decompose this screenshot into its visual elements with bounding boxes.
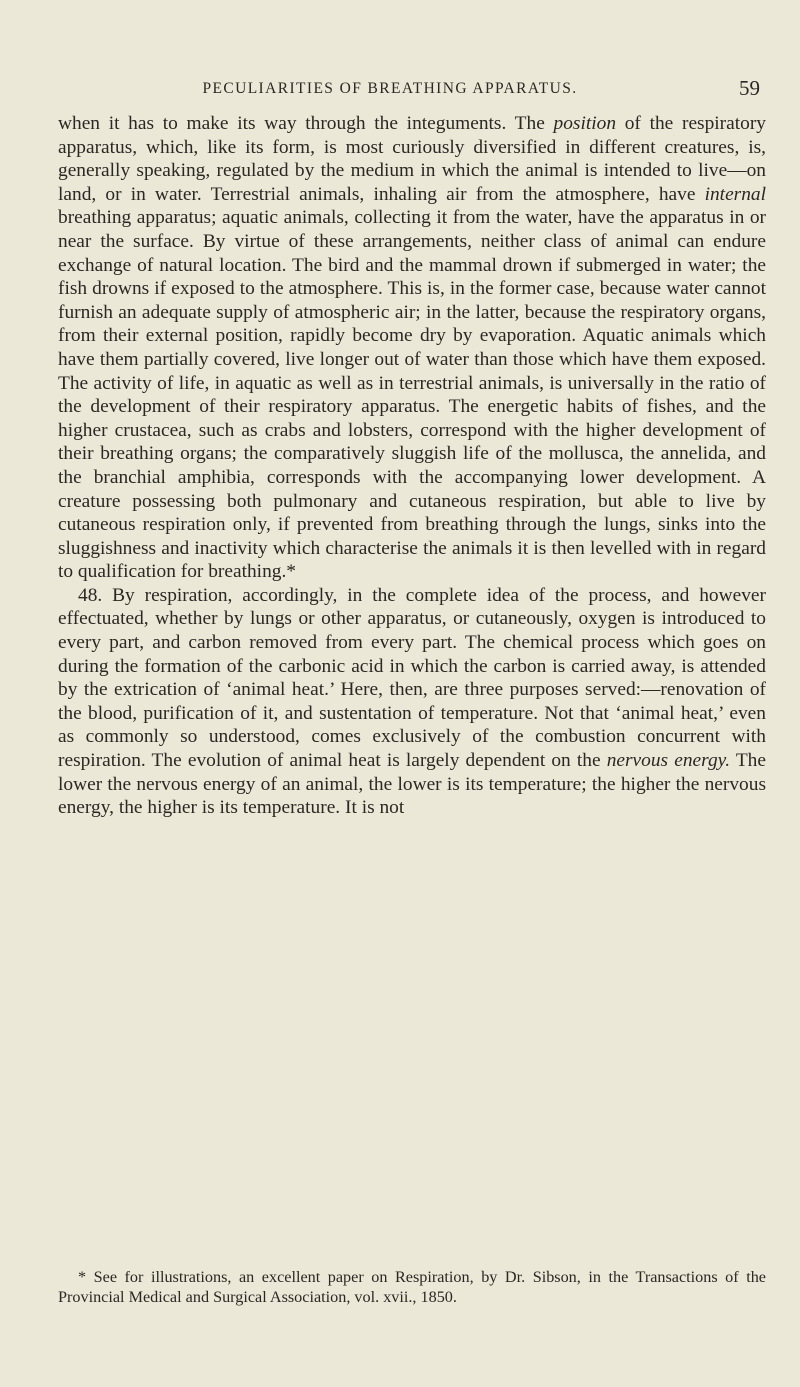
page-number: 59 (739, 76, 760, 100)
emphasis-nervous-energy: nervous energy. (606, 750, 731, 772)
text-run: breathing apparatus; aquatic animals, collecting it from the water, have the apparatus in or near the surface. By virtue of these arrangements, neither class of animal can endure exchange of natural location. The bird and the mammal drown if submerged in water; the fish drowns if exposed to the atmosphere. This is, in the former case, because water cannot furnish an adequate supply of atmospheric air; in the latter, because the respiratory organs, from their external position, rapidly become dry by evaporation. Aquatic animals which have them partially covered, live longer out of water than those which have them exposed. The activity of life, in aquatic as well as in terrestrial animals, is universally in the ratio of the development of their respiratory apparatus. The energetic habits of fishes, and the higher crustacea, such as crabs and lobsters, correspond with the higher development of their breathing organs; the comparatively sluggish life of the mollusca, the annelida, and the branchial amphibia, corresponds with the accompanying lower development. A creature possessing both pulmonary and cutaneous respiration, but able to live by cutaneous respiration only, if prevented from breathing through the lungs, sinks into the sluggishness and inactivity which characterise the animals it is then levelled with in regard to qualification for breathing.* (58, 207, 766, 583)
paragraph-48 (58, 584, 766, 820)
paragraph-continuation (58, 112, 766, 584)
text-run: 48. By respiration, accordingly, in the complete idea of the process, and however effectuated, whether by lungs or other apparatus, or cutaneously, oxygen is introduced to every part, and carbon removed from every part. The chemical process which goes on during the formation of the carbonic acid in which the carbon is carried away, is attended by the extrication of ‘animal heat.’ Here, then, are three purposes served:—renovation of the blood, purification of it, and sustentation of temperature. Not that ‘animal heat,’ even as commonly so understood, comes exclusively of the combustion concurrent with respiration. The evolution of animal heat is largely dependent on the (58, 584, 766, 772)
text-run: of the respiratory apparatus, which, like its form, is most curiously diversified in different creatures, is, generally speaking, regulated by the medium in which the animal is intended to live—on land, or in water. Terrestrial animals, inhaling air from the atmosphere, have (58, 113, 766, 205)
text-run: The lower the nervous energy of an animal, the lower is its temperature; the higher the nervous energy, the higher is its temperature. It is not (58, 750, 766, 819)
footnote-text: * See for illustrations, an excellent paper on Respiration, by Dr. Sibson, in the Transactions of the Provincial Medical and Surgical Association, vol. xvii., 1850. (58, 1268, 766, 1306)
footnote (58, 1268, 766, 1308)
emphasis-internal: internal (704, 183, 766, 205)
emphasis-position: position (553, 113, 617, 134)
body-text (58, 112, 766, 820)
running-title: PECULIARITIES OF BREATHING APPARATUS. (202, 80, 578, 97)
running-head (60, 76, 760, 107)
text-run: when it has to make its way through the integuments. The (58, 113, 554, 134)
